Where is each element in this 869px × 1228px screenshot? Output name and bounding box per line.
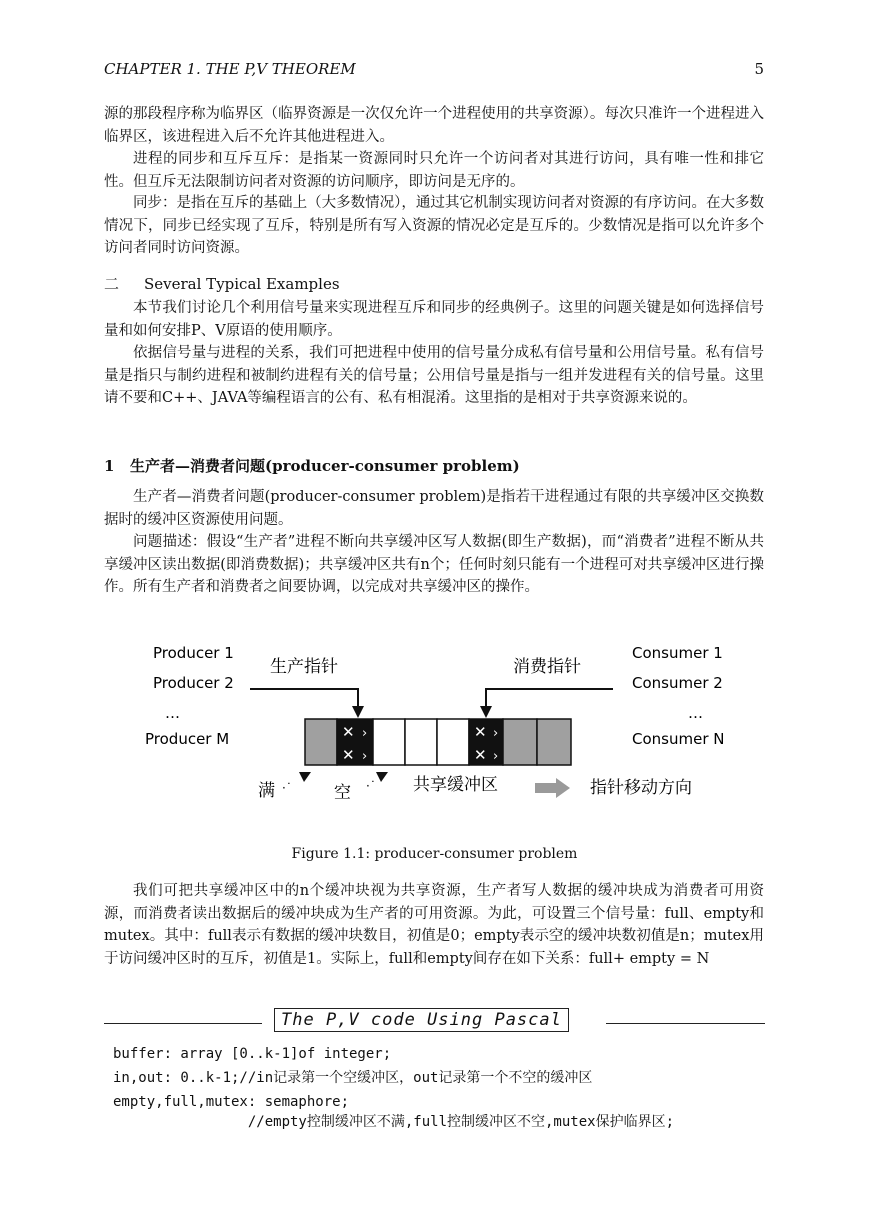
consumer-label: Consumer N	[632, 730, 725, 748]
producer-label: Producer 2	[153, 674, 234, 692]
buffer-cell-empty	[373, 719, 405, 765]
buffer-cell-full	[305, 719, 337, 765]
buffer-cell-full	[537, 719, 571, 765]
producer-label: Producer M	[145, 730, 230, 748]
section-heading	[104, 273, 340, 294]
full-legend-label: 满	[258, 781, 275, 801]
subsection-title: 生产者—消费者问题(producer-consumer problem)	[130, 457, 520, 475]
producer-pointer-line	[250, 689, 358, 708]
section-title: Several Typical Examples	[144, 275, 340, 293]
svg-text:·˙: ·˙	[366, 779, 376, 793]
paragraph-semaphores: 依据信号量与进程的关系，我们可把进程中使用的信号量分成私有信号量和公用信号量。私有信号量是指只与制约进程和被制约进程有关的信号量；公用信号量是指与一组并发进程有关的信号量。这里请不要和C++、JAVA等编程语言的公有、私有相混淆。这里指的是相对于共享资源来说的。	[104, 345, 764, 406]
consumer-label: Consumer 1	[632, 644, 723, 662]
code-block-header	[104, 1008, 765, 1034]
svg-text:›: ›	[493, 749, 499, 764]
shared-buffer	[305, 719, 571, 765]
empty-legend-arrow-icon	[376, 772, 388, 782]
buffer-cell-empty	[437, 719, 469, 765]
producer-label: Producer 1	[153, 644, 234, 662]
paragraph-problem-description: 问题描述：假设“生产者”进程不断向共享缓冲区写人数据(即生产数据)，而“消费者”进程不断从共享缓冲区读出数据(即消费数据)；共享缓冲区共有n个；任何时刻只能有一个进程可对共享缓冲区进行操作。所有生产者和消费者之间要协调，以完成对共享缓冲区的操作。	[104, 534, 764, 595]
svg-text:›: ›	[362, 726, 368, 741]
consumer-ellipsis: …	[688, 704, 703, 722]
code-block-title: The P,V code Using Pascal	[274, 1008, 569, 1032]
consumer-pointer-arrowhead	[480, 706, 492, 718]
consumer-pointer-line	[486, 689, 613, 708]
svg-text:✕: ✕	[342, 746, 355, 764]
svg-text:✕: ✕	[474, 723, 487, 741]
code-line: in,out: 0..k-1;//in记录第一个空缓冲区，out记录第一个不空的缓冲区	[113, 1070, 593, 1086]
svg-text:✕: ✕	[342, 723, 355, 741]
subsection-heading	[104, 455, 520, 476]
paragraph-critical-section: 源的那段程序称为临界区（临界资源是一次仅允许一个进程使用的共享资源）。每次只准许一个进程进入临界区，该进程进入后不允许其他进程进入。	[104, 106, 764, 145]
buffer-cell-full	[503, 719, 537, 765]
consumer-label: Consumer 2	[632, 674, 723, 692]
full-legend-arrow-icon	[299, 772, 311, 782]
code-line: buffer: array [0..k-1]of integer;	[113, 1046, 392, 1062]
producer-consumer-figure	[0, 630, 869, 840]
figure-caption: Figure 1.1: producer-consumer problem	[291, 846, 578, 862]
svg-text:✕: ✕	[474, 746, 487, 764]
paragraph-problem-definition: 生产者—消费者问题(producer-consumer problem)是指若干进程通过有限的共享缓冲区交换数据时的缓冲区资源使用问题。	[104, 489, 764, 528]
shared-buffer-label: 共享缓冲区	[413, 775, 498, 795]
direction-arrow-icon	[535, 778, 570, 798]
producer-pointer-label: 生产指针	[270, 657, 338, 677]
subsection-number: 1	[104, 457, 115, 475]
page-number: 5	[754, 60, 764, 78]
paragraph-mutual-exclusion: 进程的同步和互斥互斥：是指某一资源同时只允许一个访问者对其进行访问，具有唯一性和排它性。但互斥无法限制访问者对资源的访问顺序，即访问是无序的。	[104, 151, 764, 190]
consumer-pointer-label: 消费指针	[513, 657, 581, 677]
code-line: //empty控制缓冲区不满,full控制缓冲区不空,mutex保护临界区;	[113, 1114, 675, 1130]
producer-pointer-arrowhead	[352, 706, 364, 718]
svg-text:·˙: ·˙	[282, 781, 292, 795]
empty-legend-label: 空	[334, 783, 351, 803]
paragraph-semaphore-setup: 我们可把共享缓冲区中的n个缓冲块视为共享资源，生产者写人数据的缓冲块成为消费者可用资源，而消费者读出数据后的缓冲块成为生产者的可用资源。为此，可设置三个信号量：full、empty和mutex。其中：full表示有数据的缓冲块数目，初值是0；empty表示空的缓冲块数初值是n；mutex用于访问缓冲区时的互斥，初值是1。实际上，full和empty间存在如下关系：full+ empty = N	[104, 883, 764, 967]
divider	[606, 1023, 765, 1024]
svg-text:›: ›	[493, 726, 499, 741]
buffer-cell-empty	[405, 719, 437, 765]
paragraph-intro: 本节我们讨论几个利用信号量来实现进程互斥和同步的经典例子。这里的问题关键是如何选择信号量和如何安排P、V原语的使用顺序。	[104, 300, 764, 339]
section-number: 二	[104, 275, 120, 293]
divider	[104, 1023, 262, 1024]
running-header: CHAPTER 1. THE P,V THEOREM	[104, 60, 356, 78]
code-line: empty,full,mutex: semaphore;	[113, 1094, 350, 1110]
producer-ellipsis: …	[165, 704, 180, 722]
paragraph-synchronization: 同步：是指在互斥的基础上（大多数情况），通过其它机制实现访问者对资源的有序访问。在大多数情况下，同步已经实现了互斥，特别是所有写入资源的情况必定是互斥的。少数情况是指可以允许多个访问者同时访问资源。	[104, 195, 764, 256]
direction-label: 指针移动方向	[590, 778, 692, 798]
svg-text:›: ›	[362, 749, 368, 764]
